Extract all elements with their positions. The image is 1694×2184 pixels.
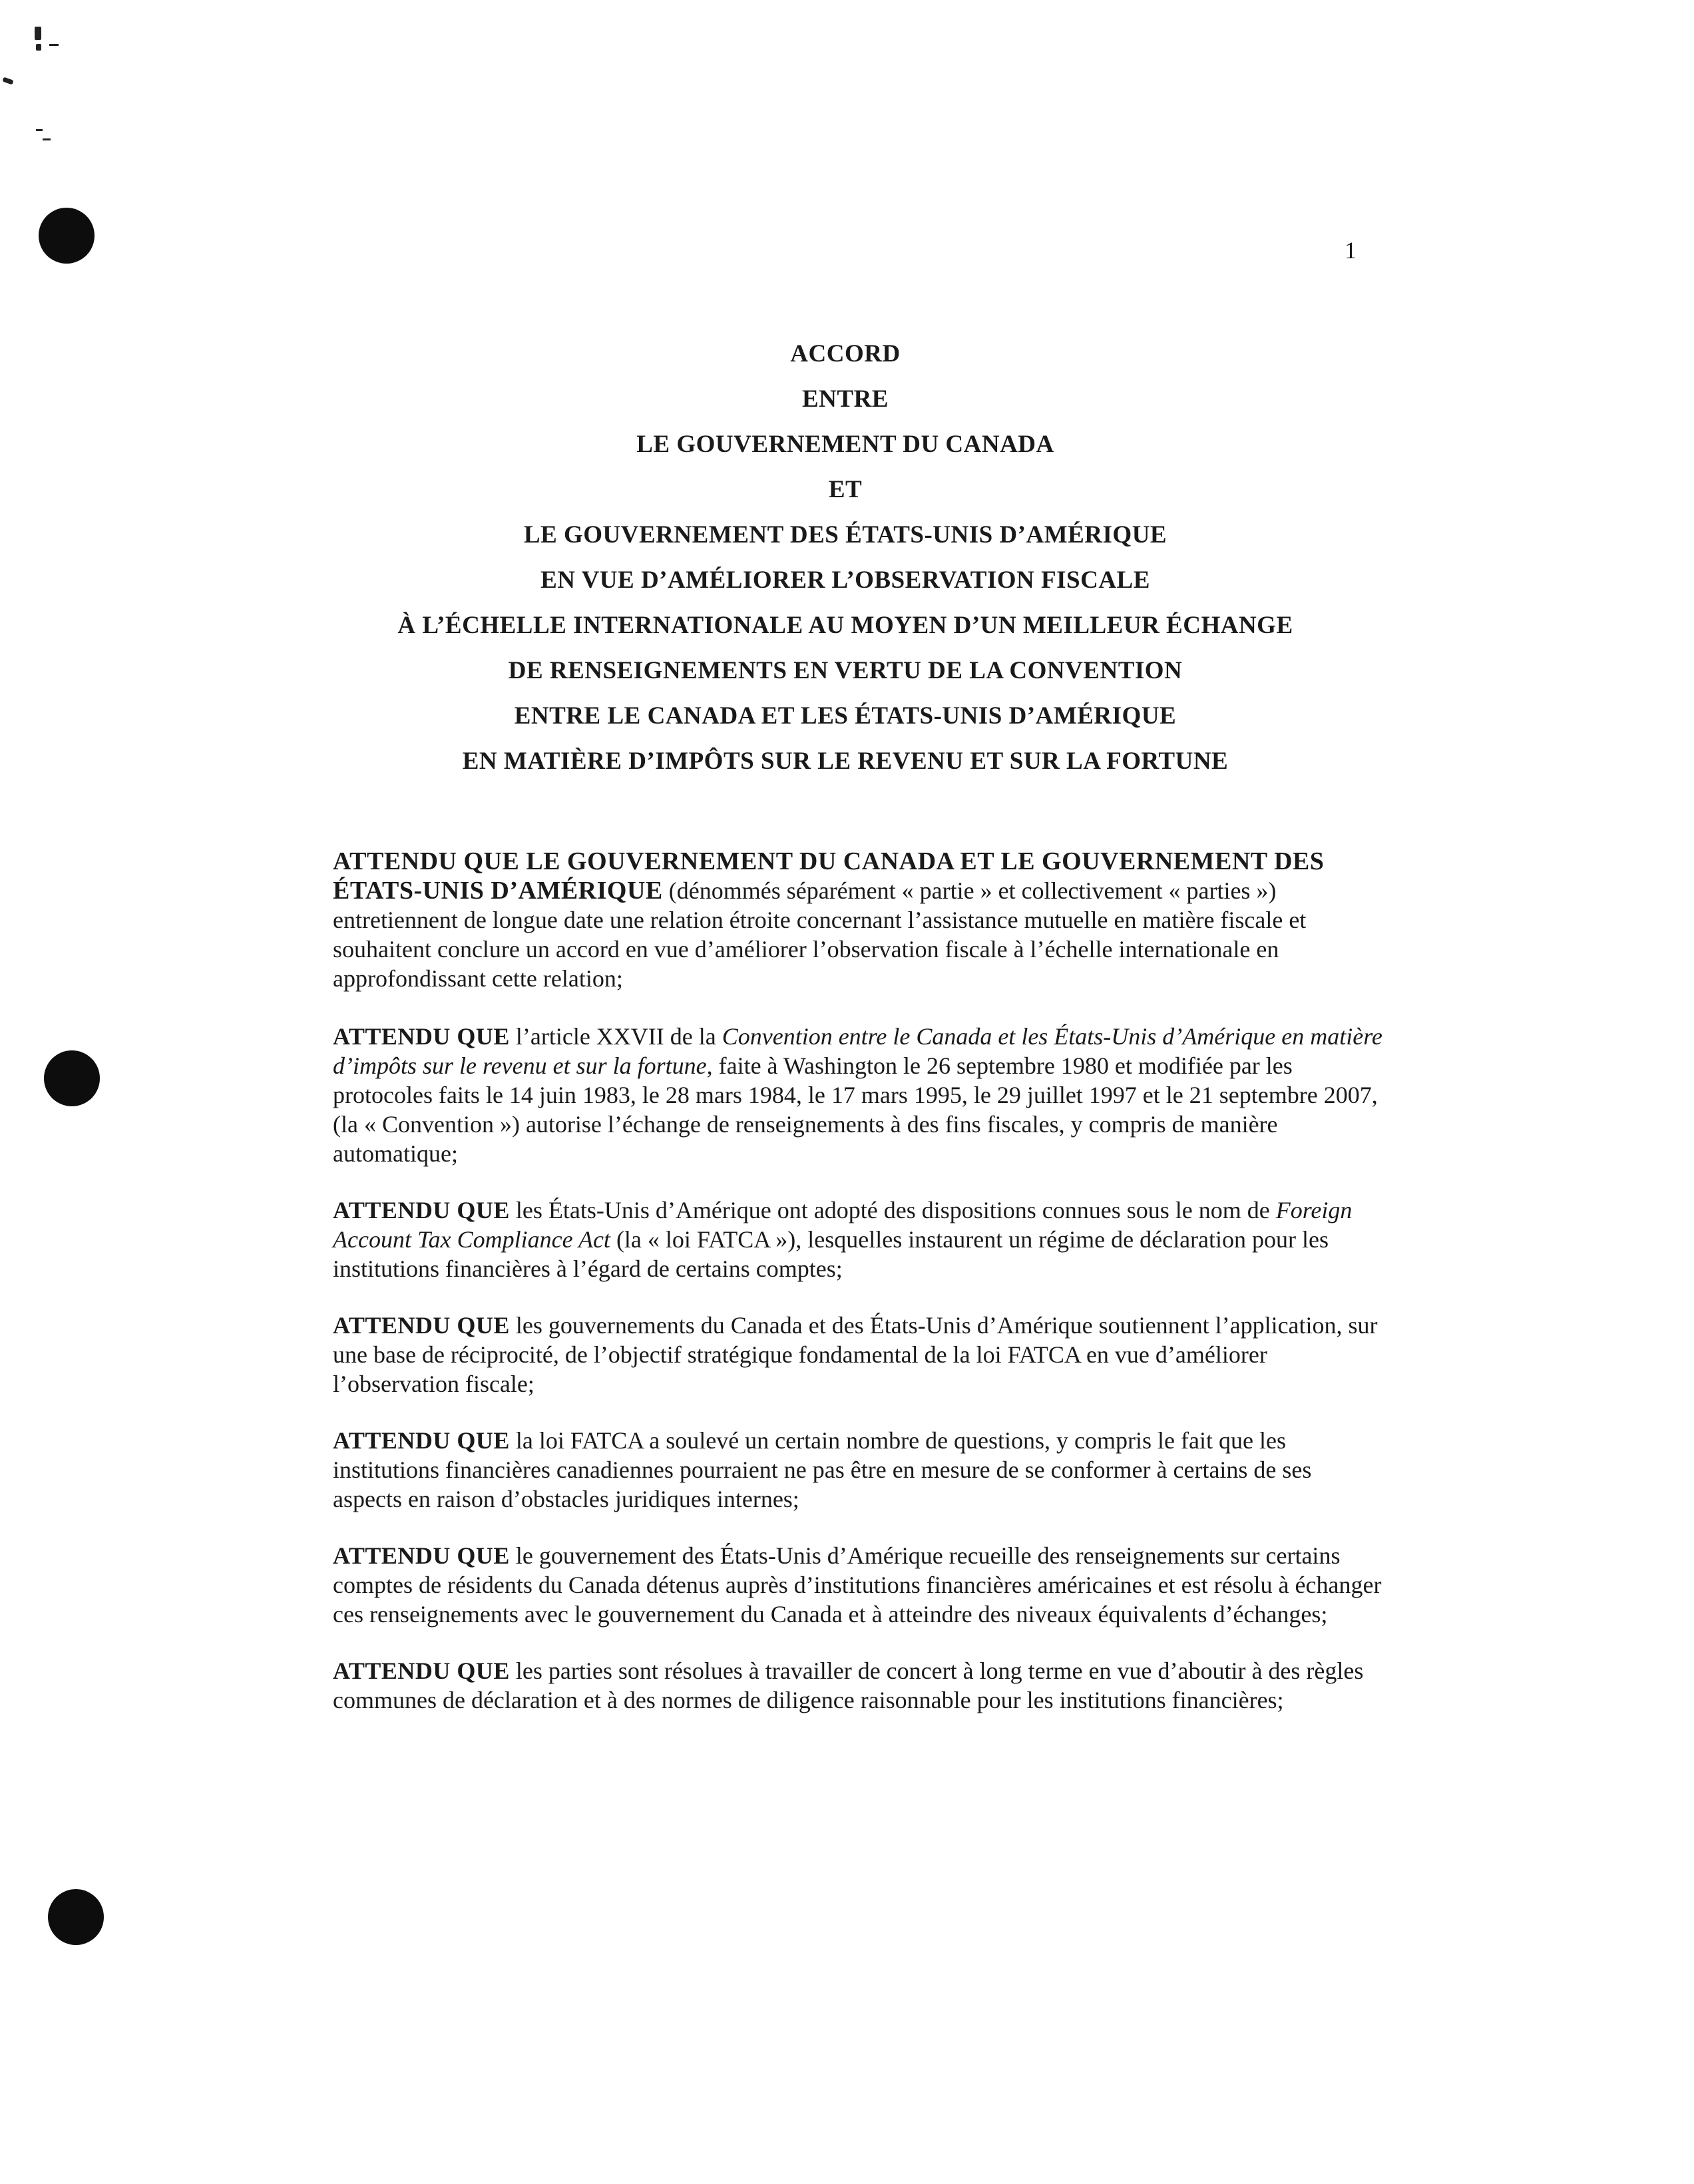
whereas-lead: ATTENDU QUE LE GOUVERNEMENT DU CANADA ET LE GOUVERNEMENT DES ÉTATS-UNIS D’AMÉRIQUE [333, 847, 1325, 905]
whereas-lead: ATTENDU QUE [333, 1427, 510, 1454]
paragraph-text: les parties sont résolues à travailler de concert à long terme en vue d’aboutir à des règles communes de déclaration et à des normes de diligence raisonnable pour les institutions financières; [333, 1657, 1364, 1713]
title-line: ACCORD [790, 340, 901, 367]
whereas-lead: ATTENDU QUE [333, 1197, 510, 1223]
scan-speck [36, 44, 41, 51]
paragraph-text: la loi FATCA a soulevé un certain nombre de questions, y compris le fait que les institutions financières canadiennes pourraient ne pas être en mesure de se conformer à certains de ses aspects en raison d’obstacles juridiques internes; [333, 1427, 1312, 1512]
punch-hole [44, 1050, 100, 1106]
preamble [333, 847, 1384, 1742]
paragraph-text: le gouvernement des États-Unis d’Amérique recueille des renseignements sur certains comptes de résidents du Canada détenus auprès d’institutions financières américaines et est résolu à échanger ces renseignements avec le gouvernement du Canada et à atteindre des niveaux équivalents d’échanges; [333, 1542, 1382, 1628]
punch-hole [39, 208, 95, 264]
title-line: ENTRE [802, 385, 889, 413]
paragraph-text: (la « loi FATCA »), lesquelles instaurent un régime de déclaration pour les institutions financières à l’égard de certains comptes; [333, 1226, 1329, 1282]
scan-speck [35, 27, 41, 40]
title-line: À L’ÉCHELLE INTERNATIONALE AU MOYEN D’UN MEILLEUR ÉCHANGE [397, 612, 1293, 639]
whereas-lead: ATTENDU QUE [333, 1023, 510, 1050]
title-line: LE GOUVERNEMENT DU CANADA [636, 431, 1054, 458]
paragraph-text: , faite à Washington le 26 septembre 1980 et modifiée par les protocoles faits le 14 juin 1983, le 28 mars 1984, le 17 mars 1995, le 29 juillet 1997 et le 21 septembre 2007, (la « Convention ») autorise l’échange de renseignements à des fins fiscales, y compris de manière automatique; [333, 1052, 1378, 1167]
punch-hole [48, 1889, 104, 1945]
paragraph-text: (dénommés séparément « partie » et collectivement « parties ») entretiennent de longue date une relation étroite concernant l’assistance mutuelle en matière fiscale et souhaitent conclure un accord en vue d’améliorer l’observation fiscale à l’échelle internationale en approfondissant cette relation; [333, 877, 1307, 992]
whereas-paragraph [333, 1196, 1384, 1283]
agreement-title [266, 331, 1424, 784]
title-line: LE GOUVERNEMENT DES ÉTATS-UNIS D’AMÉRIQUE [523, 521, 1167, 548]
title-line: EN VUE D’AMÉLIORER L’OBSERVATION FISCALE [540, 566, 1150, 594]
whereas-paragraph [333, 847, 1384, 993]
whereas-paragraph [333, 1426, 1384, 1514]
whereas-paragraph [333, 1656, 1384, 1715]
scan-speck [2, 77, 13, 85]
whereas-lead: ATTENDU QUE [333, 1657, 510, 1684]
whereas-lead: ATTENDU QUE [333, 1542, 510, 1569]
paragraph-text: l’article XXVII de la [509, 1023, 722, 1050]
scan-speck [49, 44, 59, 46]
title-line: ET [828, 476, 863, 503]
whereas-lead: ATTENDU QUE [333, 1312, 510, 1339]
scan-speck [36, 129, 43, 131]
whereas-paragraph [333, 1311, 1384, 1399]
whereas-paragraph [333, 1541, 1384, 1629]
whereas-paragraph [333, 1022, 1384, 1168]
paragraph-text: les États-Unis d’Amérique ont adopté des dispositions connues sous le nom de [509, 1197, 1276, 1223]
title-line: EN MATIÈRE D’IMPÔTS SUR LE REVENU ET SUR LA FORTUNE [462, 748, 1229, 775]
page-number: 1 [1345, 237, 1357, 264]
paragraph-text: les gouvernements du Canada et des États-Unis d’Amérique soutiennent l’application, sur une base de réciprocité, de l’objectif stratégique fondamental de la loi FATCA en vue d’améliorer l’observation fiscale; [333, 1312, 1378, 1397]
scan-speck [43, 138, 51, 140]
act-title: Foreign Account Tax Compliance Act [333, 1197, 1353, 1253]
title-line: DE RENSEIGNEMENTS EN VERTU DE LA CONVENTION [508, 657, 1183, 684]
convention-title: Convention entre le Canada et les États-Unis d’Amérique en matière d’impôts sur le revenu et sur la fortune [333, 1023, 1382, 1079]
title-line: ENTRE LE CANADA ET LES ÉTATS-UNIS D’AMÉRIQUE [514, 702, 1177, 730]
